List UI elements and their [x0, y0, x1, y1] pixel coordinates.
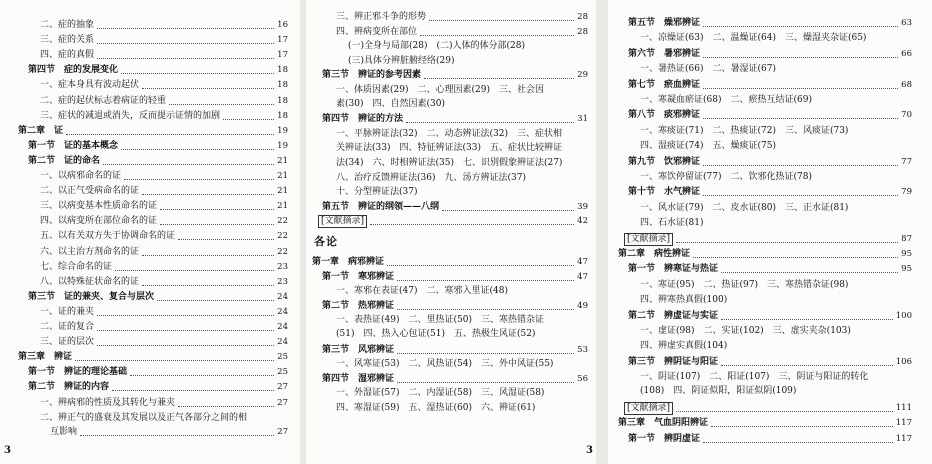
toc-entry[interactable]	[0, 48, 300, 62]
toc-entry-title: 第五节 辨证的纲领——八纲	[322, 201, 440, 212]
toc-page-number: 18	[277, 95, 288, 106]
toc-page-number: 18	[277, 65, 288, 76]
toc-page-number: 19	[277, 140, 288, 151]
toc-entry[interactable]	[0, 78, 300, 92]
toc-entry[interactable]	[306, 386, 596, 400]
dot-leader	[97, 314, 274, 316]
toc-entry-title: 一、辨病邪的性质及其转化与兼夹	[40, 397, 176, 408]
dot-leader	[703, 87, 898, 89]
dot-leader	[115, 269, 274, 271]
toc-page-number: 63	[901, 18, 912, 28]
dot-leader	[703, 441, 893, 443]
toc-page-number: 95	[901, 264, 912, 275]
toc-page-number: 24	[277, 291, 288, 302]
toc-entry[interactable]	[306, 83, 596, 109]
toc-page-number: 70	[901, 110, 912, 121]
toc-entry[interactable]	[608, 432, 932, 446]
toc-entry[interactable]	[608, 47, 932, 61]
toc-page-number: 111	[895, 403, 912, 413]
toc-entry[interactable]	[608, 339, 932, 353]
toc-entry-title: 一、寒痰证(71) 二、热痰证(72) 三、风痰证(73)	[640, 125, 849, 136]
toc-entry-title: 四、症的真假	[40, 50, 95, 61]
toc-entry[interactable]	[0, 229, 300, 243]
toc-entry[interactable]	[306, 214, 596, 228]
toc-page-number: 21	[277, 155, 288, 166]
toc-entry[interactable]	[608, 155, 932, 169]
toc-entry-title-continued: 关辨证法(33) 四、特征辨证法(33) 五、症状比较辨证	[336, 142, 562, 153]
toc-entry-title: 三、证的层次	[40, 337, 95, 348]
toc-entry[interactable]	[306, 255, 596, 269]
toc-page-number: 27	[277, 426, 288, 437]
section-title	[306, 235, 596, 249]
toc-entry-title: 第六节 暑邪辨证	[628, 48, 701, 59]
toc-entry[interactable]	[0, 350, 300, 364]
dot-leader	[703, 194, 898, 196]
toc-entry[interactable]	[306, 54, 596, 68]
dot-leader	[97, 27, 274, 29]
toc-entry-title	[624, 401, 673, 415]
toc-entry-title-continued: (51) 四、热入心包证(51) 五、热极生风证(52)	[336, 329, 536, 340]
toc-entry[interactable]	[306, 343, 596, 357]
toc-page-number: 79	[901, 187, 912, 198]
toc-entry-title: 第三节 风邪辨证	[322, 344, 395, 355]
toc-entry[interactable]	[608, 170, 932, 184]
toc-entry[interactable]	[0, 396, 300, 410]
toc-entry[interactable]	[0, 154, 300, 168]
toc-entry-title: 第七节 瘀血辨证	[628, 79, 701, 90]
toc-entry[interactable]	[306, 270, 596, 284]
toc-page-number: 23	[277, 261, 288, 272]
toc-entry-title: 第三章 气血阴阳辨证	[618, 418, 709, 429]
toc-entry[interactable]	[608, 401, 932, 415]
left-page	[0, 0, 300, 464]
dot-leader	[397, 279, 574, 281]
toc-page-number: 28	[577, 12, 588, 22]
toc-entry[interactable]	[0, 260, 300, 274]
gutter-right	[596, 0, 608, 464]
toc-entry-title: 第二节 证的命名	[28, 155, 101, 166]
toc-page-number: 21	[277, 186, 288, 197]
toc-entry-title: 二、症的起伏标志着病证的轻重	[40, 95, 167, 106]
toc-entry[interactable]	[608, 247, 932, 261]
toc-entry-title: 第三节 辨阴证与阳证	[628, 356, 719, 367]
toc-entry-title: 一、症本身具有波动起伏	[40, 80, 140, 91]
toc-entry-title: 第八节 痰邪辨证	[628, 110, 701, 121]
toc-entry-title: 四、以病变所在部位命名的证	[40, 216, 158, 227]
toc-entry[interactable]	[0, 335, 300, 349]
toc-entry-title: 四、辨病变所在部位	[336, 26, 418, 37]
toc-entry[interactable]	[306, 127, 596, 153]
toc-entry[interactable]	[306, 39, 596, 53]
dot-leader	[142, 284, 274, 286]
toc-entry[interactable]	[608, 216, 932, 230]
toc-entry-title: 一、风水证(79) 二、皮水证(80) 三、正水证(81)	[640, 202, 849, 213]
toc-entry-title: 第二章 证	[18, 125, 64, 136]
dot-leader	[721, 271, 898, 273]
dot-leader	[420, 34, 574, 36]
toc-entry-title: 一、凉燥证(63) 二、温燥证(64) 三、燥湿夹杂证(65)	[640, 33, 867, 44]
toc-entry-title: 一、风寒证(53) 二、风热证(54) 三、外中风证(55)	[336, 359, 554, 370]
toc-entry-title: 第一节 寒邪辨证	[322, 271, 395, 282]
dot-leader	[121, 148, 274, 150]
toc-entry[interactable]	[608, 309, 932, 323]
toc-entry[interactable]	[608, 355, 932, 369]
toc-entry-title-continued: 互影响	[50, 426, 78, 437]
toc-entry-title: 三、辨正邪斗争的形势	[336, 12, 427, 22]
toc-entry-title: 四、湿痰证(74) 五、燥痰证(75)	[640, 141, 776, 152]
toc-entry-title: 第三章 辨证	[18, 352, 73, 363]
toc-entry-title: 八、治疗反馈辨证法(36) 九、汤方辨证法(37)	[336, 172, 526, 183]
toc-entry-title: 第一节 辨寒证与热证	[628, 264, 719, 275]
toc-entry-title	[624, 232, 673, 246]
dot-leader	[160, 223, 274, 225]
toc-page-number: 22	[277, 246, 288, 257]
toc-entry-title: 第二节 辨虚证与实证	[628, 310, 719, 321]
toc-entry-title: 二、证的复合	[40, 322, 95, 332]
toc-entry[interactable]	[306, 299, 596, 313]
dot-leader	[711, 425, 893, 427]
toc-entry[interactable]	[608, 232, 932, 246]
toc-page-number: 47	[577, 257, 588, 267]
toc-entry-title: 四、辨寒热真假(100)	[640, 295, 728, 306]
toc-entry[interactable]	[608, 139, 932, 153]
dot-leader	[142, 254, 274, 256]
toc-entry[interactable]	[608, 78, 932, 92]
toc-entry-title: 三、以病变基本性质命名的证	[40, 201, 158, 212]
toc-entry-title: 第三节 辨证的参考因素	[322, 70, 422, 81]
dot-leader	[397, 308, 574, 310]
dot-leader	[169, 103, 274, 105]
toc-entry-title: 三、症的关系	[40, 35, 95, 46]
dot-leader	[97, 42, 274, 44]
dot-leader	[112, 389, 274, 391]
toc-entry-title: 一、寒饮停留证(77) 二、饮邪化热证(78)	[640, 172, 812, 182]
toc-entry-title: 二、症的抽象	[40, 20, 95, 30]
toc-entry-title: 一、阴证(107) 二、阳证(107) 三、阴证与阳证的转化	[640, 372, 869, 383]
toc-entry-title: 一、证的兼夹	[40, 306, 95, 317]
toc-entry[interactable]	[608, 31, 932, 45]
toc-page-number: 21	[277, 201, 288, 212]
toc-entry-title: 第二章 病性辨证	[618, 249, 691, 259]
toc-page-number: 24	[277, 322, 288, 332]
toc-page-number: 27	[277, 382, 288, 393]
toc-entry-title: (一)全身与局部(28) (二)人体的体分部(28)	[348, 41, 525, 52]
dot-leader	[66, 133, 274, 135]
toc-page-number: 77	[901, 156, 912, 167]
toc-page-number: 19	[277, 125, 288, 136]
toc-entry-title: 一、暑热证(66) 二、暑湿证(67)	[640, 64, 776, 75]
toc-entry-title-continued: 素(30) 四、自然因素(30)	[336, 99, 445, 109]
toc-entry[interactable]	[306, 10, 596, 24]
toc-entry[interactable]	[608, 278, 932, 292]
toc-entry-title: 第一节 证的基本概念	[28, 140, 119, 151]
toc-entry-title: 二、辨正气的盛衰及其发展以及正气各部分之间的相	[40, 412, 248, 423]
dot-leader	[97, 344, 274, 346]
dot-leader	[160, 208, 274, 210]
toc-page-number: 22	[277, 231, 288, 242]
dot-leader	[721, 364, 893, 366]
toc-entry[interactable]	[306, 185, 596, 199]
excerpt-box: [文献摘录]	[624, 233, 673, 246]
dot-leader	[130, 374, 274, 376]
toc-page-number: 39	[577, 201, 588, 212]
toc-entry[interactable]	[0, 33, 300, 47]
dot-leader	[397, 352, 574, 354]
toc-entry-title: 七、综合命名的证	[40, 261, 113, 272]
dot-leader	[429, 19, 574, 21]
toc-page-number: 47	[577, 271, 588, 282]
toc-page-number: 42	[577, 216, 588, 227]
toc-entry[interactable]	[0, 380, 300, 394]
toc-entry[interactable]	[306, 171, 596, 185]
toc-page-number: 18	[277, 110, 288, 121]
toc-entry-title: 一、表热证(49) 二、里热证(50) 三、寒热错杂证	[336, 315, 544, 326]
toc-entry-title: 一、寒邪在表证(47) 二、寒邪入里证(48)	[336, 286, 508, 297]
toc-entry[interactable]	[608, 262, 932, 276]
dot-leader	[721, 318, 893, 320]
toc-entry[interactable]	[306, 25, 596, 39]
dot-leader	[97, 329, 274, 331]
toc-entry[interactable]	[0, 124, 300, 138]
toc-entry-title: 四、石水证(81)	[640, 218, 704, 229]
toc-entry-title-continued: (108) 四、阴证似阳，阳证似阴(109)	[640, 386, 797, 397]
toc-entry-title: 一、平脉辨证法(32) 二、动态辨证法(32) 三、症状相	[336, 128, 562, 139]
toc-entry[interactable]	[0, 63, 300, 77]
toc-entry[interactable]	[0, 320, 300, 334]
toc-page-number: 66	[901, 48, 912, 59]
toc-page-number: 17	[277, 50, 288, 61]
toc-page-number: 25	[277, 367, 288, 378]
toc-entry[interactable]	[0, 109, 300, 123]
dot-leader	[97, 57, 274, 59]
dot-leader	[142, 193, 274, 195]
dot-leader	[397, 381, 574, 383]
toc-entry-title: 第四节 湿邪辨证	[322, 373, 395, 384]
toc-entry[interactable]	[608, 16, 932, 30]
excerpt-box: [文献摘录]	[318, 215, 367, 228]
toc-entry-title: 一、虚证(98) 二、实证(102) 三、虚实夹杂(103)	[640, 326, 851, 336]
toc-page-number: 21	[277, 171, 288, 181]
toc-page-number: 87	[901, 233, 912, 244]
toc-page-number: 68	[901, 79, 912, 90]
toc-page-number: 117	[895, 418, 912, 429]
toc-entry-title: 第二节 辨证的内容	[28, 382, 110, 393]
toc-entry[interactable]	[0, 199, 300, 213]
toc-entry[interactable]	[608, 93, 932, 107]
toc-entry-title: 一、外湿证(57) 二、内湿证(58) 三、风湿证(58)	[336, 388, 545, 399]
dot-leader	[703, 117, 898, 119]
toc-entry-title: 六、以主治方剂命名的证	[40, 246, 140, 257]
toc-entry[interactable]	[0, 94, 300, 108]
dot-leader	[370, 223, 574, 225]
toc-page-number: 117	[895, 433, 912, 444]
right-page	[608, 0, 932, 464]
dot-leader	[223, 118, 274, 120]
toc-entry[interactable]	[306, 357, 596, 371]
toc-entry[interactable]	[608, 370, 932, 396]
toc-entry-title: 二、以正气受病命名的证	[40, 186, 140, 197]
dot-leader	[703, 164, 898, 166]
toc-entry-title: 第二节 热邪辨证	[322, 300, 395, 311]
dot-leader	[693, 256, 898, 258]
toc-entry-title: 第三节 证的兼夹、复合与层次	[28, 291, 155, 302]
toc-page-number: 28	[577, 26, 588, 37]
dot-leader	[178, 238, 274, 240]
toc-entry-title: 四、辨虚实真假(104)	[640, 341, 728, 352]
toc-entry[interactable]	[306, 68, 596, 82]
dot-leader	[142, 87, 274, 89]
section-title-text: 各论	[314, 235, 338, 248]
toc-entry-title: (三)具体分辨脏腑经络(29)	[348, 55, 455, 66]
dot-leader	[676, 241, 898, 243]
toc-entry-title: 第九节 饮邪辨证	[628, 156, 701, 167]
toc-entry-title: 四、寒湿证(59) 五、湿热证(60) 六、辨证(61)	[336, 403, 536, 413]
toc-page-number: 49	[577, 300, 588, 311]
toc-page-number: 56	[577, 373, 588, 384]
toc-page-number: 25	[277, 352, 288, 363]
page-number-left: 3	[4, 445, 11, 456]
toc-entry-title: 一、体质因素(29) 二、心理因素(29) 三、社会因	[336, 85, 544, 95]
toc-entry-title: 八、以特殊征状命名的证	[40, 276, 140, 287]
dot-leader	[80, 434, 274, 436]
toc-page-number: 24	[277, 306, 288, 317]
dot-leader	[406, 121, 574, 123]
toc-entry-title: 第一章 病邪辨证	[312, 257, 385, 267]
toc-page-number: 22	[277, 216, 288, 227]
toc-entry-title: 一、以病邪命名的证	[40, 171, 122, 181]
toc-entry[interactable]	[306, 284, 596, 298]
toc-entry-title	[318, 214, 367, 228]
toc-entry-title: 一、寒证(95) 二、热证(97) 三、寒热错杂证(98)	[640, 279, 849, 290]
toc-entry-title: 五、以有关双方失于协调命名的证	[40, 231, 176, 242]
toc-entry[interactable]	[0, 305, 300, 319]
toc-entry[interactable]	[608, 416, 932, 430]
toc-entry[interactable]	[0, 184, 300, 198]
toc-page-number: 17	[277, 35, 288, 46]
toc-entry[interactable]	[0, 275, 300, 289]
toc-entry[interactable]	[0, 214, 300, 228]
toc-entry[interactable]	[306, 200, 596, 214]
toc-entry-title: 第四节 辨证的方法	[322, 114, 404, 125]
dot-leader	[157, 299, 274, 301]
toc-entry[interactable]	[608, 108, 932, 122]
toc-entry[interactable]	[608, 324, 932, 338]
dot-leader	[75, 359, 274, 361]
toc-entry-title: 十、分型辨证法(37)	[336, 187, 418, 198]
dot-leader	[387, 264, 574, 266]
toc-entry[interactable]	[0, 169, 300, 183]
toc-entry[interactable]	[306, 372, 596, 386]
toc-entry[interactable]	[0, 139, 300, 153]
toc-page-number: 27	[277, 397, 288, 408]
toc-entry-title: 第一节 辨证的理论基础	[28, 367, 128, 378]
middle-page	[306, 0, 596, 464]
toc-page-number: 95	[901, 249, 912, 259]
dot-leader	[676, 410, 893, 412]
excerpt-box: [文献摘录]	[624, 402, 673, 415]
toc-entry[interactable]	[0, 290, 300, 304]
toc-entry-title: 法(34) 六、时相辨证法(35) 七、识别假象辨证法(27)	[336, 158, 563, 168]
toc-entry[interactable]	[0, 245, 300, 259]
dot-leader	[703, 56, 898, 58]
toc-page-number: 106	[895, 356, 912, 367]
toc-page-number: 24	[277, 337, 288, 348]
toc-entry[interactable]	[608, 185, 932, 199]
toc-entry[interactable]	[306, 112, 596, 126]
toc-entry[interactable]	[608, 201, 932, 215]
toc-entry-title: 第五节 燥邪辨证	[628, 18, 701, 28]
toc-entry[interactable]	[608, 62, 932, 76]
toc-entry[interactable]	[306, 401, 596, 415]
toc-page-number: 18	[277, 80, 288, 91]
toc-entry-title: 一、寒凝血瘀证(68) 二、瘀热互结证(69)	[640, 95, 812, 105]
toc-entry[interactable]	[608, 124, 932, 138]
toc-entry[interactable]	[306, 313, 596, 339]
toc-entry[interactable]	[608, 293, 932, 307]
toc-entry[interactable]	[306, 156, 596, 170]
toc-entry-title: 第一节 辨阴虚证	[628, 433, 701, 444]
toc-page-number: 53	[577, 344, 588, 355]
toc-page-number: 31	[577, 114, 588, 125]
toc-entry-title: 第十节 水气辨证	[628, 187, 701, 198]
dot-leader	[703, 25, 898, 27]
toc-entry-title: 三、症状的减退或消失，反而提示证情的加剧	[40, 110, 221, 121]
toc-entry[interactable]	[0, 365, 300, 379]
page-number-middle: 3	[586, 445, 593, 456]
toc-page-number: 29	[577, 70, 588, 81]
toc-entry[interactable]	[0, 18, 300, 32]
toc-entry[interactable]	[0, 411, 300, 437]
toc-page-number: 16	[277, 20, 288, 30]
dot-leader	[121, 72, 274, 74]
toc-entry-title: 第四节 症的发展变化	[28, 65, 119, 76]
dot-leader	[178, 405, 274, 407]
dot-leader	[103, 163, 274, 165]
toc-page-number: 100	[895, 310, 912, 321]
toc-page-number: 23	[277, 276, 288, 287]
dot-leader	[124, 178, 274, 180]
dot-leader	[442, 209, 574, 211]
dot-leader	[424, 77, 574, 79]
